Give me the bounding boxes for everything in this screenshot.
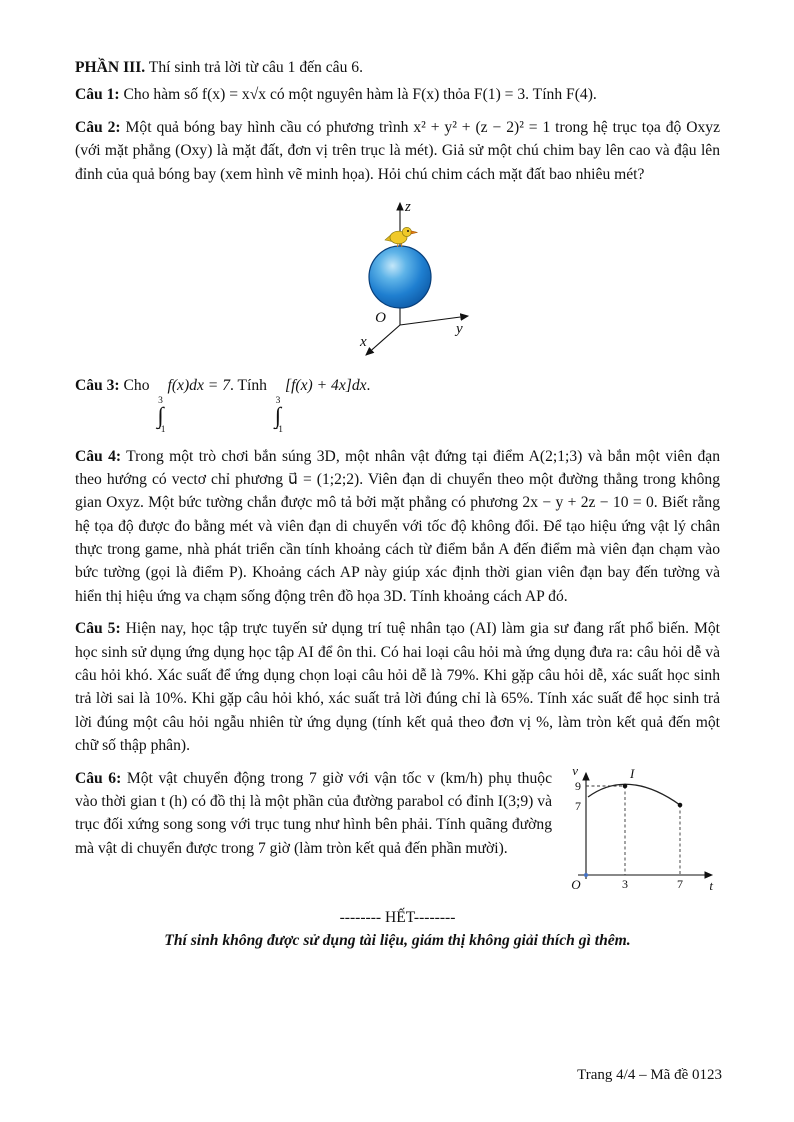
question-1-label: Câu 1: <box>75 86 120 104</box>
question-3-pre: Cho <box>119 376 154 394</box>
y-axis-label: y <box>455 320 463 337</box>
question-6 <box>75 762 720 897</box>
v9-tick-label: 9 <box>575 778 581 793</box>
question-3-expression-1: f(x)dx = 7 <box>167 376 231 394</box>
balloon-sphere <box>369 246 431 308</box>
t7-tick-label: 7 <box>677 876 683 891</box>
vertex-point <box>623 783 628 788</box>
vertex-label: I <box>630 765 635 781</box>
question-3 <box>75 374 720 436</box>
question-2 <box>75 116 720 186</box>
t3-tick-label: 3 <box>622 876 628 891</box>
v7-tick-label: 7 <box>575 798 581 813</box>
page-footer: Trang 4/4 – Mã đề 0123 <box>577 1067 722 1083</box>
question-2-text: Một quả bóng bay hình cầu có phương trình x² + y² + (z − 2)² = 1 trong hệ trục tọa độ Oxyz (với mặt phẳng (Oxy) là mặt đất, đơn vị trên trục là mét). Giả sử một chú chim bay lên cao và đậu lên đỉnh của quả bóng bay (xem hình vẽ minh họa). Hỏi chú chim cách mặt đất bao nhiêu mét? <box>75 118 721 183</box>
end-marker: -------- HẾT-------- <box>339 908 456 926</box>
question-3-end: . <box>366 376 371 394</box>
integral-icon: ∫ <box>274 403 282 429</box>
balloon-figure-svg <box>308 195 488 363</box>
question-5-label: Câu 5: <box>75 620 121 638</box>
graph-origin-label: O <box>571 876 581 892</box>
question-6-label: Câu 6: <box>75 769 122 787</box>
question-3-expression-2: [f(x) + 4x]dx <box>285 376 367 394</box>
section-label: PHẦN III. <box>75 59 146 76</box>
integral-2-lower-limit: −1 <box>272 425 283 435</box>
parabola-curve <box>588 784 680 805</box>
endpoint-point <box>678 802 683 807</box>
question-5-text: Hiện nay, học tập trực tuyến sử dụng trí tuệ nhân tạo (AI) làm gia sư đang rất phổ biến. Một học sinh sử dụng ứng dụng học tập AI để ôn thi. Có hai loại câu hỏi mà ứng dụng đưa ra: câu hỏi dễ và câu hỏi khó. Xác suất để ứng dụng chọn loại câu hỏi dễ là 79%. Khi gặp câu hỏi dễ, xác suất học sinh trả lời sai là 10%. Khi gặp câu hỏi khó, xác suất trả lời đúng chỉ là 65%. Tính xác suất để học sinh trả lời đúng một câu hỏi ngẫu nhiên từ ứng dụng (tính kết quả theo đơn vị %, làm tròn kết quả đến một chữ số thập phân). <box>75 620 720 755</box>
section-text: Thí sinh trả lời từ câu 1 đến câu 6. <box>145 59 363 76</box>
bird-icon <box>385 227 418 247</box>
question-5 <box>75 617 720 757</box>
question-6-text: Một vật chuyển động trong 7 giờ với vận tốc v (km/h) phụ thuộc vào thời gian t (h) có đồ thị là một phần của đường parabol có đỉnh I(3;9) và trục đối xứng song song với trục tung như hình bên phải. Tính quãng đường mà vật di chuyển được trong 7 giờ (làm tròn kết quả đến phần mười). <box>75 769 552 857</box>
origin-point <box>584 873 588 877</box>
v-axis-label: v <box>572 762 578 778</box>
question-3-mid: . Tính <box>230 376 271 394</box>
t-axis-label: t <box>709 877 713 893</box>
question-4-label: Câu 4: <box>75 447 122 465</box>
integral-1-upper-limit: 3 <box>158 395 163 406</box>
integral-1-lower-limit: −1 <box>155 425 166 435</box>
question-4-text: Trong một trò chơi bắn súng 3D, một nhân vật đứng tại điểm A(2;1;3) và bắn một viên đạn theo hướng có vectơ chỉ phương u⃗ = (1;2;2). Viên đạn di chuyển theo một đường thẳng trong không gian Oxyz. Một bức tường chắn được mô tả bởi mặt phẳng có phương 2x − y + 2z − 10 = 0. Biết rằng hệ tọa độ được đo bằng mét và viên đạn di chuyển với tốc độ không đổi. Để tạo hiệu ứng vật lý chân thực trong game, nhà phát triển cần tính khoảng cách từ điểm bắn A đến điểm mà viên đạn chạm vào bức tường (gọi là điểm P). Khoảng cách AP này giúp xác định thời gian viên đạn bay đến tường và hiển thị hiệu ứng va chạm sống động trên đồ họa 3D. Tính khoảng cách AP đó. <box>75 447 720 605</box>
x-axis <box>366 325 400 355</box>
integral-icon: ∫ <box>157 403 164 429</box>
velocity-graph <box>562 763 720 895</box>
integral-1 <box>155 397 165 436</box>
question-4 <box>75 445 720 609</box>
origin-label: O <box>374 309 386 326</box>
section-heading <box>75 56 720 79</box>
question-2-label: Câu 2: <box>75 118 121 136</box>
x-axis-label: x <box>359 333 367 350</box>
integral-2-upper-limit: 3 <box>275 395 281 406</box>
integral-2 <box>273 397 283 436</box>
balloon-figure <box>75 195 720 368</box>
z-axis-label: z <box>404 198 411 215</box>
question-1 <box>75 83 720 106</box>
question-3-label: Câu 3: <box>75 376 120 394</box>
question-1-text: Cho hàm số f(x) = x√x có một nguyên hàm là F(x) thỏa F(1) = 3. Tính F(4). <box>119 86 597 104</box>
exam-note: Thí sinh không được sử dụng tài liệu, giám thị không giải thích gì thêm. <box>164 931 631 949</box>
